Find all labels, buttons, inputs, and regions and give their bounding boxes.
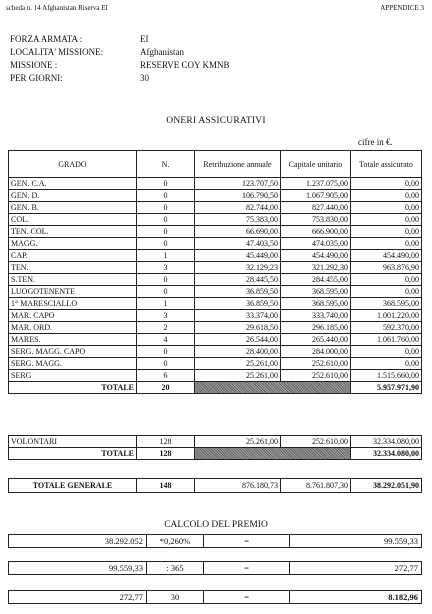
- generale-n: 148: [137, 479, 195, 493]
- capitale-cell: 1.237.075,00: [281, 178, 351, 190]
- retribuzione-cell: 29.618,50: [195, 322, 281, 334]
- grado-cell: TEN. COL.: [9, 226, 137, 238]
- n-cell: 4: [137, 334, 195, 346]
- table-row: [9, 226, 422, 238]
- calcolo-row-1: [8, 534, 422, 548]
- grado-cell: SERG. MAGG.: [9, 358, 137, 370]
- generale-label: TOTALE GENERALE: [9, 479, 137, 493]
- calcolo-equals: =: [204, 591, 290, 604]
- calcolo-title: CALCOLO DEL PREMIO: [164, 520, 268, 530]
- n-cell: 0: [137, 286, 195, 298]
- totale-generale-table: [8, 478, 422, 493]
- n-cell: 0: [137, 214, 195, 226]
- appendix-label: APPENDICE 3: [380, 4, 424, 12]
- grado-cell: MAGG.: [9, 238, 137, 250]
- calcolo-equals: =: [204, 562, 290, 575]
- info-value: 30: [140, 73, 149, 83]
- capitale-cell: 454.490,00: [281, 250, 351, 262]
- totale-cell: 1.515.660,00: [351, 370, 422, 382]
- capitale-cell: 252.610,00: [281, 358, 351, 370]
- grado-cell: GEN. B.: [9, 202, 137, 214]
- totale-cell: 0,00: [351, 202, 422, 214]
- volontari-totale: 32.334.080,00: [351, 436, 422, 448]
- totale-row: [9, 382, 422, 394]
- n-cell: 1: [137, 298, 195, 310]
- volontari-retribuzione: 25.261,00: [195, 436, 281, 448]
- table-row: [9, 214, 422, 226]
- volontari-label: VOLONTARI: [9, 436, 137, 448]
- totale-cell: 0,00: [351, 178, 422, 190]
- grado-cell: MAR. ORD.: [9, 322, 137, 334]
- col-grado: GRADO: [9, 151, 137, 178]
- retribuzione-cell: 47.403,50: [195, 238, 281, 250]
- table-row: [9, 370, 422, 382]
- volontari-totale-label: TOTALE: [9, 448, 137, 460]
- calcolo-value: 99.559,33: [9, 562, 147, 575]
- n-cell: 3: [137, 262, 195, 274]
- capitale-cell: 1.067.905,00: [281, 190, 351, 202]
- calcolo-operator: *0,260%: [147, 535, 204, 548]
- capitale-cell: 333.740,00: [281, 310, 351, 322]
- calcolo-operator: : 365: [147, 562, 204, 575]
- calcolo-operator: 30: [147, 591, 204, 604]
- n-cell: 2: [137, 322, 195, 334]
- retribuzione-cell: 75.383,00: [195, 214, 281, 226]
- grado-cell: MAR. CAPO: [9, 310, 137, 322]
- retribuzione-cell: 25.261,00: [195, 370, 281, 382]
- totale-amount: 5.957.971,90: [351, 382, 422, 394]
- totale-cell: 0,00: [351, 286, 422, 298]
- totale-cell: 0,00: [351, 190, 422, 202]
- n-cell: 6: [137, 370, 195, 382]
- col-retribuzione: Retribuzione annuale: [195, 151, 281, 178]
- totale-cell: 0,00: [351, 238, 422, 250]
- info-value: Afghanistan: [140, 47, 184, 57]
- calcolo-result: 272,77: [290, 562, 422, 575]
- info-label: LOCALITA' MISSIONE:: [10, 47, 104, 57]
- capitale-cell: 827.440,00: [281, 202, 351, 214]
- table-row: [9, 334, 422, 346]
- totale-cell: 0,00: [351, 214, 422, 226]
- volontari-capitale: 252.610,00: [281, 436, 351, 448]
- table-row: [9, 202, 422, 214]
- calcolo-result-final: 8.182,96: [290, 591, 422, 604]
- grado-cell: MARES.: [9, 334, 137, 346]
- calcolo-row-2: [8, 561, 422, 575]
- totale-cell: 0,00: [351, 358, 422, 370]
- capitale-cell: 753.830,00: [281, 214, 351, 226]
- info-label: PER GIORNI:: [10, 73, 63, 83]
- retribuzione-cell: 26.544,00: [195, 334, 281, 346]
- totale-cell: 592.370,00: [351, 322, 422, 334]
- capitale-cell: 666.900,00: [281, 226, 351, 238]
- retribuzione-cell: 123.707,50: [195, 178, 281, 190]
- insurance-table: [8, 150, 422, 394]
- volontari-row: [9, 436, 422, 448]
- generale-retribuzione: 876.180,73: [195, 479, 281, 493]
- generale-capitale: 8.761.807,30: [281, 479, 351, 493]
- grado-cell: TEN.: [9, 262, 137, 274]
- grado-cell: SERG: [9, 370, 137, 382]
- table-row: [9, 178, 422, 190]
- totale-cell: 454.490,00: [351, 250, 422, 262]
- retribuzione-cell: 33.374,00: [195, 310, 281, 322]
- retribuzione-cell: 106.790,50: [195, 190, 281, 202]
- capitale-cell: 474.035,00: [281, 238, 351, 250]
- n-cell: 0: [137, 226, 195, 238]
- table-row: [9, 274, 422, 286]
- totale-cell: 1.001.220,00: [351, 310, 422, 322]
- col-n: N.: [137, 151, 195, 178]
- retribuzione-cell: 36.859,50: [195, 298, 281, 310]
- n-cell: 0: [137, 178, 195, 190]
- calcolo-result: 99.559,33: [290, 535, 422, 548]
- capitale-cell: 368.595,00: [281, 286, 351, 298]
- col-capitale: Capitale unitario: [281, 151, 351, 178]
- retribuzione-cell: 82.744,00: [195, 202, 281, 214]
- info-label: FORZA ARMATA :: [10, 34, 83, 44]
- table-row: [9, 238, 422, 250]
- volontari-totale-row: [9, 448, 422, 460]
- table-row: [9, 310, 422, 322]
- table-row: [9, 262, 422, 274]
- totale-generale-row: [9, 479, 422, 493]
- capitale-cell: 252.610,00: [281, 370, 351, 382]
- n-cell: 0: [137, 358, 195, 370]
- retribuzione-cell: 25.261,00: [195, 358, 281, 370]
- calcolo-equals: =: [204, 535, 290, 548]
- grado-cell: 1° MARESCIALLO: [9, 298, 137, 310]
- volontari-totale-amount: 32.334.080,00: [351, 448, 422, 460]
- retribuzione-cell: 36.859,50: [195, 286, 281, 298]
- capitale-cell: 321.292,30: [281, 262, 351, 274]
- currency-note: cifre in €.: [358, 137, 393, 147]
- capitale-cell: 368.595,00: [281, 298, 351, 310]
- calcolo-value: 38.292.052: [9, 535, 147, 548]
- section-title: ONERI ASSICURATIVI: [166, 116, 266, 126]
- totale-n: 20: [137, 382, 195, 394]
- volontari-n: 128: [137, 436, 195, 448]
- col-totale: Totale assicurato: [351, 151, 422, 178]
- grado-cell: GEN. C.A.: [9, 178, 137, 190]
- totale-cell: 0,00: [351, 346, 422, 358]
- document-reference: scheda n. 14 Afghanistan Riserva EI: [6, 4, 108, 12]
- calcolo-value: 272,77: [9, 591, 147, 604]
- info-value: EI: [140, 34, 149, 44]
- grado-cell: S.TEN.: [9, 274, 137, 286]
- grado-cell: CAP.: [9, 250, 137, 262]
- table-row: [9, 358, 422, 370]
- totale-cell: 1.061.760,00: [351, 334, 422, 346]
- table-row: [9, 190, 422, 202]
- table-row: [9, 298, 422, 310]
- table-header-row: [9, 151, 422, 178]
- table-row: [9, 322, 422, 334]
- calcolo-row-3: [8, 590, 422, 604]
- n-cell: 0: [137, 202, 195, 214]
- grado-cell: LUOGOTENENTE: [9, 286, 137, 298]
- table-row: [9, 346, 422, 358]
- info-label: MISSIONE :: [10, 60, 58, 70]
- retribuzione-cell: 66.690,00: [195, 226, 281, 238]
- grado-cell: COL.: [9, 214, 137, 226]
- n-cell: 0: [137, 238, 195, 250]
- volontari-totale-n: 128: [137, 448, 195, 460]
- n-cell: 1: [137, 250, 195, 262]
- totale-cell: 368.595,00: [351, 298, 422, 310]
- n-cell: 3: [137, 310, 195, 322]
- table-body: [9, 178, 422, 382]
- totale-cell: 963.876,90: [351, 262, 422, 274]
- shaded-cell: [195, 382, 351, 394]
- capitale-cell: 265.440,00: [281, 334, 351, 346]
- retribuzione-cell: 45.449,00: [195, 250, 281, 262]
- n-cell: 0: [137, 274, 195, 286]
- n-cell: 0: [137, 346, 195, 358]
- retribuzione-cell: 28.445,50: [195, 274, 281, 286]
- totale-cell: 0,00: [351, 226, 422, 238]
- capitale-cell: 284.000,00: [281, 346, 351, 358]
- totale-label: TOTALE: [9, 382, 137, 394]
- totale-cell: 0,00: [351, 274, 422, 286]
- table-row: [9, 286, 422, 298]
- capitale-cell: 296.185,00: [281, 322, 351, 334]
- grado-cell: SERG. MAGG. CAPO: [9, 346, 137, 358]
- shaded-cell: [195, 448, 351, 460]
- retribuzione-cell: 32.129,23: [195, 262, 281, 274]
- grado-cell: GEN. D.: [9, 190, 137, 202]
- capitale-cell: 284.455,00: [281, 274, 351, 286]
- retribuzione-cell: 28.400,00: [195, 346, 281, 358]
- info-value: RESERVE COY KMNB: [140, 60, 230, 70]
- generale-totale: 38.292.051,90: [351, 479, 422, 493]
- table-row: [9, 250, 422, 262]
- volontari-table: [8, 435, 422, 460]
- n-cell: 0: [137, 190, 195, 202]
